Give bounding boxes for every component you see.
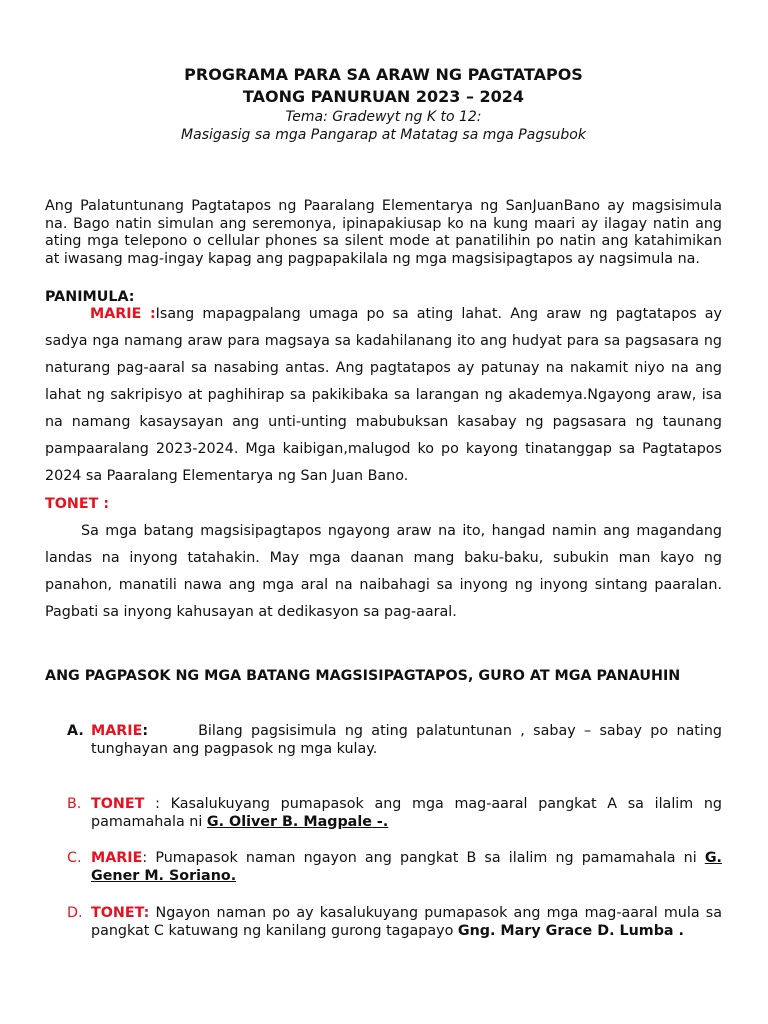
speaker-marie-label: MARIE : bbox=[90, 306, 156, 322]
adviser-name: G. Gener M. Soriano. bbox=[91, 850, 722, 884]
program-title: PROGRAMA PARA SA ARAW NG PAGTATAPOS bbox=[184, 65, 583, 84]
document-header bbox=[45, 64, 722, 144]
section-heading: ANG PAGPASOK NG MGA BATANG MAGSISIPAGTAPOS, GURO AT MGA PANAUHIN bbox=[45, 668, 681, 684]
school-year-title: TAONG PANURUAN 2023 – 2024 bbox=[242, 87, 525, 106]
item-text: Kasalukuyang pumapasok ang mga mag-aaral pangkat A sa ilalim ng pamamahala ni bbox=[91, 796, 723, 830]
adviser-name: G. Oliver B. Magpale -. bbox=[206, 814, 389, 830]
theme-text: Masigasig sa mga Pangarap at Matatag sa mga Pagsubok bbox=[181, 127, 586, 143]
speaker-marie-label: MARIE bbox=[91, 723, 143, 739]
list-item bbox=[45, 795, 722, 831]
item-text: Pumapasok naman ngayon ang pangkat B sa ilalim ng pamamahala ni bbox=[155, 850, 705, 866]
item-text: Ngayon naman po ay kasalukuyang pumapasok ang mga mag-aaral mula sa pangkat C katuwang ng kanilang gurong tagapayo bbox=[91, 905, 722, 939]
list-item bbox=[45, 722, 727, 758]
speaker-tonet-label: TONET: bbox=[91, 905, 150, 921]
item-marker: D. bbox=[67, 905, 83, 921]
item-separator: : bbox=[142, 850, 156, 866]
tonet-greeting-paragraph: Sa mga batang magsisipagtapos ngayong araw na ito, hangad namin ang magandang landas na inyong tatahakin. May mga daanan mang baku-baku, subukin man kayo ng panahon, manatili nawa ang mga aral na naibahagi sa inyong ng inyong sintang paaralan. Pagbati sa inyong kahusayan at dedikasyon sa pag-aaral. bbox=[45, 523, 722, 620]
marie-opening-text: Isang mapagpalang umaga po sa ating lahat. Ang araw ng pagtatapos ay sadya nga namang araw para magsaya sa kadahilanang ito ang hudyat para sa pagsasara ng naturang pag-aaral sa nasabing antas. Ang pagtatapos ay patunay na nakamit niyo na ang lahat ng sakripisyo at paghihirap sa pakikibaka sa larangan ng akademya.Ngayong araw, isa na namang kasaysayan ang unti-unting mabubuksan kasabay ng pagsasara ng taunang pampaaralang 2023-2024. Mga kaibigan,malugod ko po kayong tinatanggap sa Pagtatapos 2024 sa Paaralang Elementarya ng San Juan Bano. bbox=[45, 306, 722, 484]
list-item bbox=[45, 849, 722, 885]
item-marker: B. bbox=[67, 796, 82, 812]
item-marker: C. bbox=[67, 850, 82, 866]
intro-paragraph: Ang Palatuntunang Pagtatapos ng Paaralang Elementarya ng SanJuanBano ay magsisimula na. Bago natin simulan ang seremonya, ipinapakiusap ko na kung maari ay ilagay natin ang ating mga telepono o cellular phones sa silent mode at panatilihin po natin ang katahimikan at iwasang mag-ingay kapag ang pagpapakilala ng mga magsisipagtapos ay nagsimula na. bbox=[45, 198, 722, 267]
item-separator: : bbox=[144, 796, 171, 812]
marie-opening-paragraph bbox=[45, 301, 722, 490]
speaker-tonet-label: TONET : bbox=[45, 496, 110, 512]
theme-label: Tema: Gradewyt ng K to 12: bbox=[285, 109, 482, 125]
panimula-label: PANIMULA: bbox=[45, 289, 135, 305]
item-separator: : bbox=[142, 723, 149, 739]
adviser-name: Gng. Mary Grace D. Lumba . bbox=[457, 923, 684, 939]
item-text: Bilang pagsisimula ng ating palatuntunan , sabay – sabay po nating tunghayan ang pagpasok ng mga kulay. bbox=[91, 723, 727, 757]
speaker-tonet-label: TONET bbox=[91, 796, 145, 812]
item-marker: A. bbox=[67, 723, 84, 739]
list-item bbox=[45, 904, 722, 940]
speaker-marie-label: MARIE bbox=[91, 850, 143, 866]
